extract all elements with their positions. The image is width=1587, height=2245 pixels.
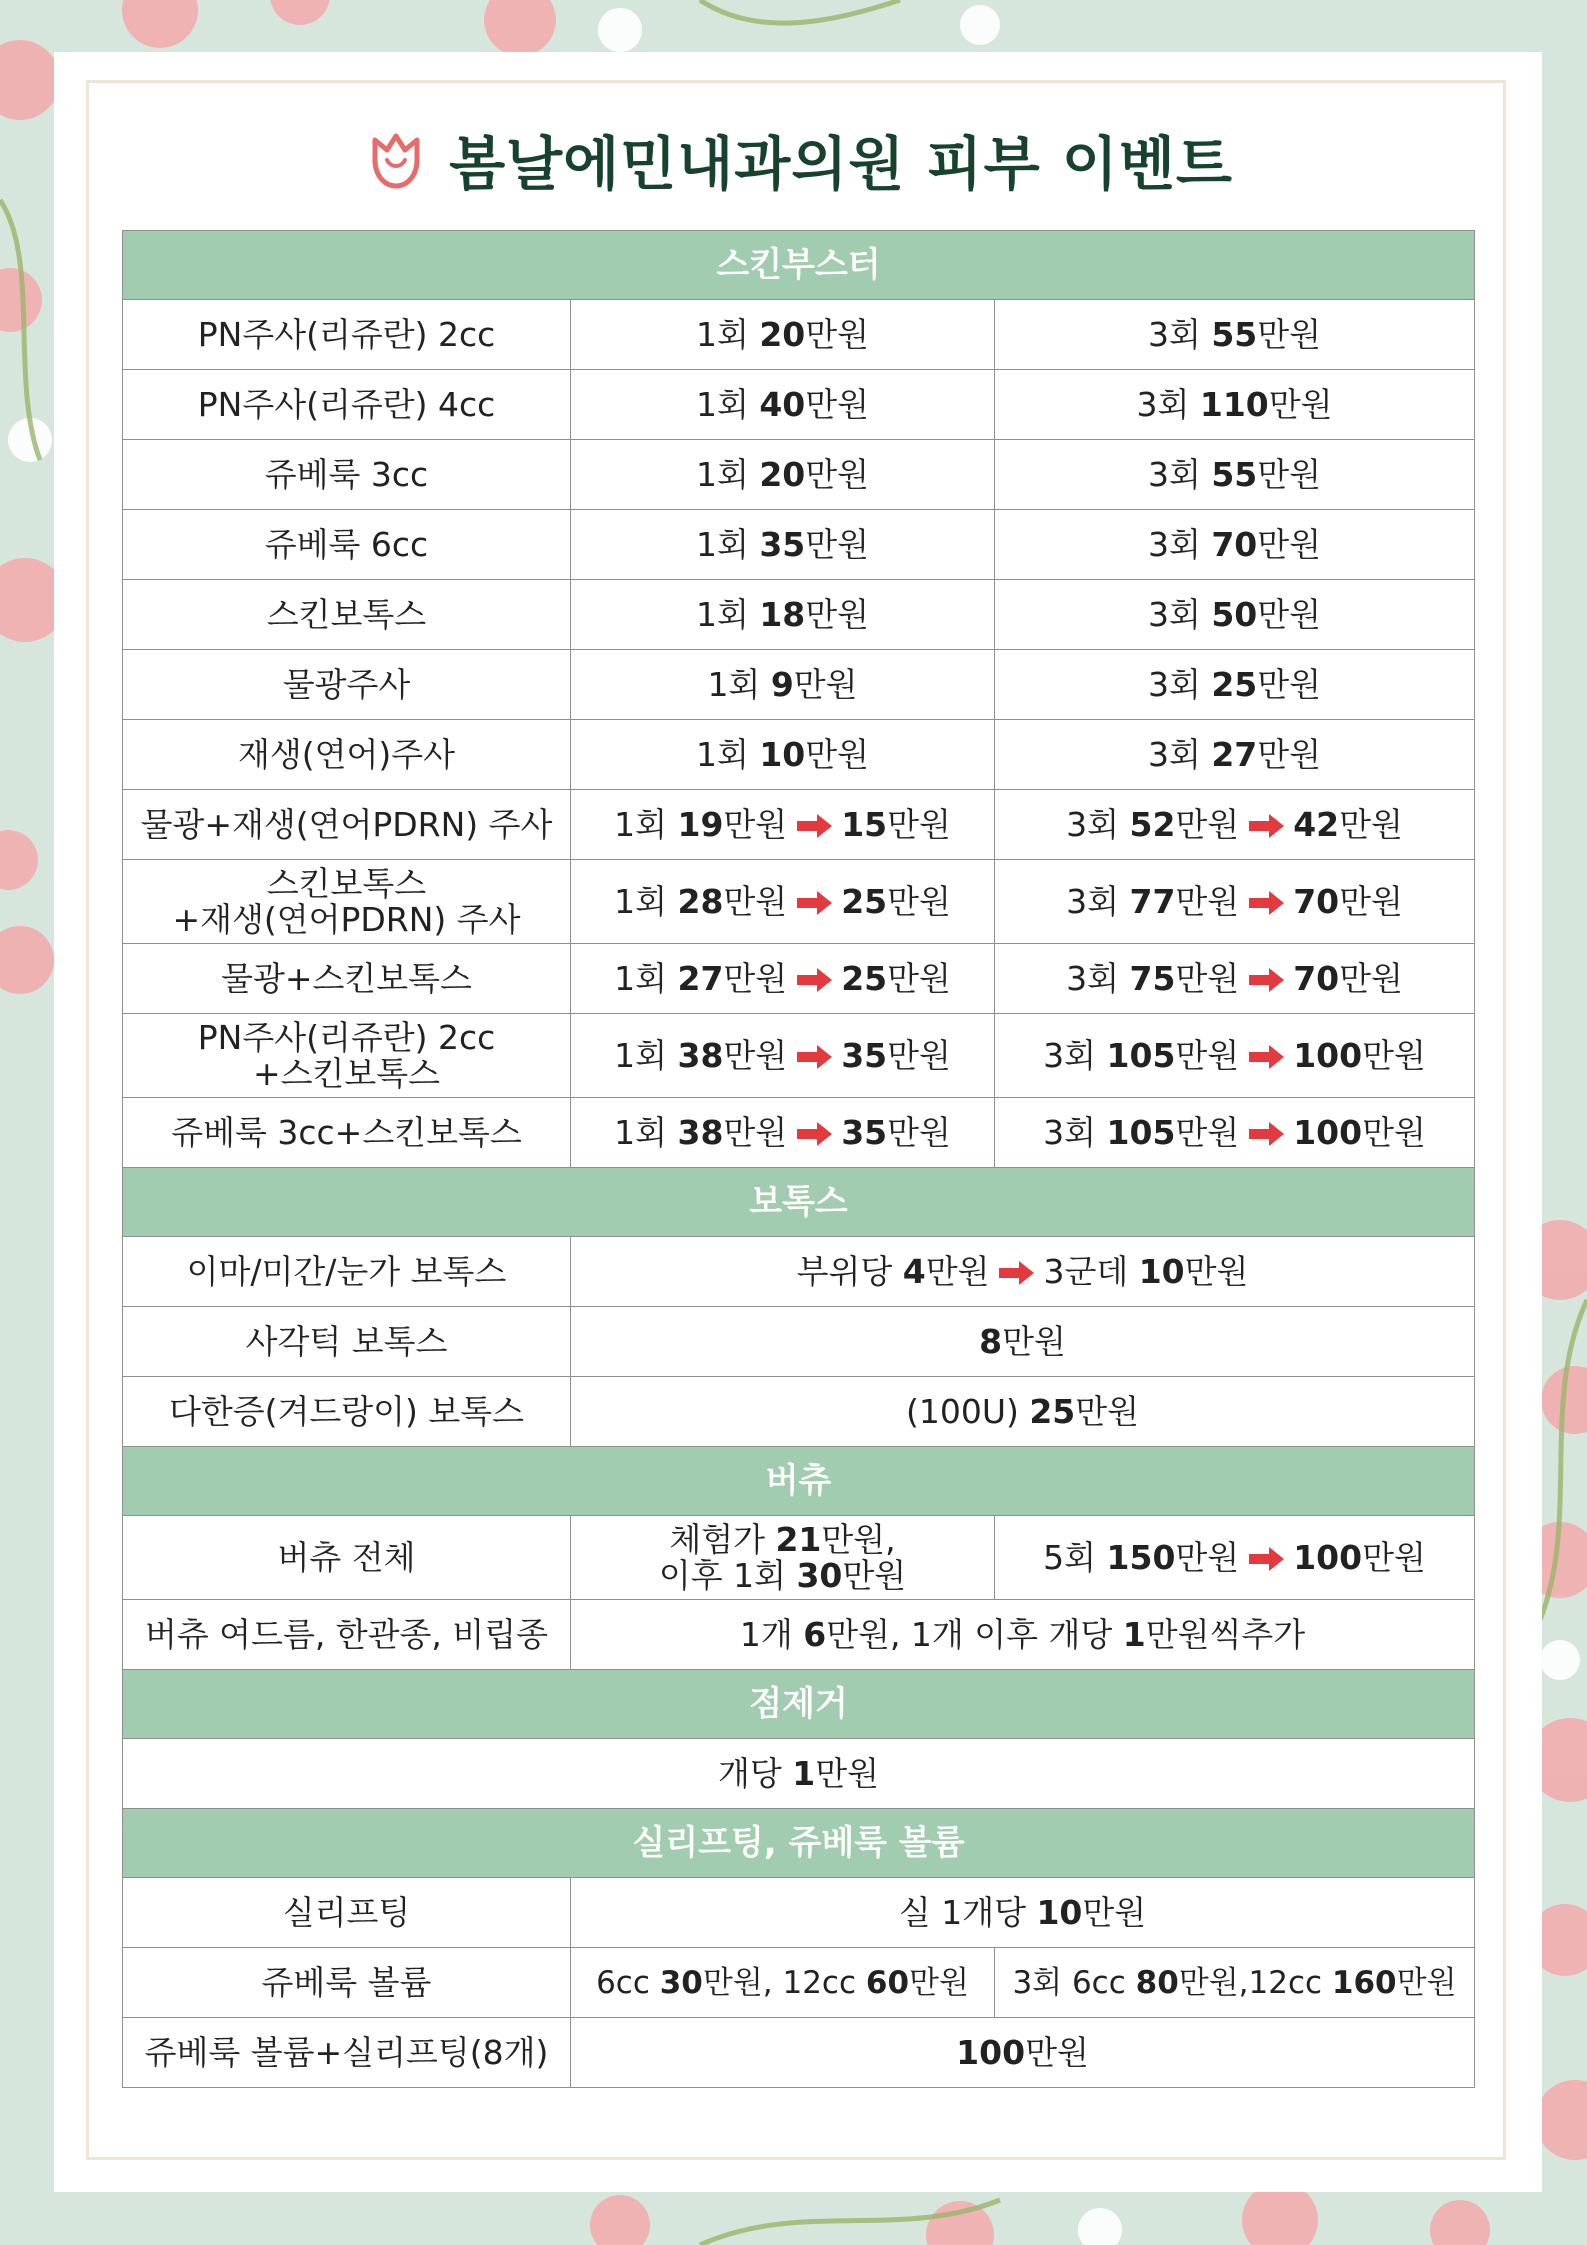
price-value: 60 [865, 1964, 910, 2001]
table-row [123, 1600, 1475, 1670]
price-unit: 만원 [805, 384, 870, 424]
price-cell [571, 1014, 995, 1098]
price-unit: 만원 [1257, 314, 1322, 354]
price-unit: 만원,12cc [1178, 1964, 1332, 2001]
price-cell [571, 1098, 995, 1168]
price-unit: 만원 [723, 804, 788, 844]
item-name-text: 쥬베룩 볼륨+실리프팅(8개) [144, 2032, 549, 2072]
price-value: 10 [1036, 1892, 1083, 1932]
price-cell [571, 370, 995, 440]
session-count: 1회 [695, 384, 760, 424]
item-name [123, 1014, 571, 1098]
price-unit: 만원 [805, 594, 870, 634]
price-unit: 만원 [793, 664, 858, 704]
price-cell [571, 1377, 1475, 1447]
price-cell [571, 1878, 1475, 1948]
item-name-line: +스킨보톡스 [252, 1053, 441, 1093]
item-name-text: 버츄 여드름, 한관종, 비립종 [144, 1614, 549, 1654]
price-cell [995, 1098, 1475, 1168]
price-value: 10 [759, 734, 806, 774]
price-value: 6 [803, 1614, 827, 1654]
price-unit: 만원 [1339, 804, 1403, 844]
item-name [123, 2018, 571, 2088]
price-cell [571, 1600, 1475, 1670]
red-arrow-icon [1247, 1121, 1285, 1147]
sale-price-value: 35 [841, 1112, 888, 1152]
price-unit: 만원 [887, 958, 951, 998]
original-price-value: 150 [1106, 1537, 1176, 1577]
price-unit: 만원 [723, 1112, 788, 1152]
price-value: 50 [1211, 594, 1258, 634]
price-unit: 만원 [1362, 1035, 1426, 1075]
price-unit: 만원 [723, 1035, 788, 1075]
section-title: 점제거 [123, 1670, 1475, 1739]
price-value: 30 [796, 1555, 843, 1595]
price-label: 3군데 [1043, 1251, 1139, 1291]
price-cell [995, 720, 1475, 790]
session-count: 1회 [695, 734, 760, 774]
price-unit: 만원 [1339, 881, 1403, 921]
original-price-value: 75 [1129, 958, 1176, 998]
price-card [54, 52, 1542, 2192]
sale-price-value: 100 [1293, 1035, 1363, 1075]
item-name [123, 1516, 571, 1600]
session-count: 3회 [1147, 524, 1212, 564]
price-unit: 만원, 1개 이후 개당 [826, 1614, 1123, 1654]
table-row [123, 790, 1475, 860]
price-cell [571, 1307, 1475, 1377]
red-arrow-icon [795, 890, 833, 916]
price-cell [995, 790, 1475, 860]
session-count: 1회 [695, 454, 760, 494]
price-cell [571, 650, 995, 720]
red-arrow-icon [795, 1121, 833, 1147]
price-label: 체험가 [669, 1519, 776, 1559]
session-count: 1회 [695, 524, 760, 564]
sale-price-value: 25 [841, 881, 888, 921]
price-unit: 만원 [805, 734, 870, 774]
table-row [123, 440, 1475, 510]
price-unit: 만원 [723, 958, 788, 998]
table-row [123, 1377, 1475, 1447]
page-title: 봄날에민내과의원 피부 이벤트 [449, 130, 1233, 198]
section-header [123, 1447, 1475, 1516]
sale-price-value: 100 [1293, 1112, 1363, 1152]
price-label: 부위당 [796, 1251, 903, 1291]
price-cell [995, 370, 1475, 440]
price-unit: 만원 [842, 1555, 907, 1595]
table-row [123, 300, 1475, 370]
price-unit: 만원 [1025, 2032, 1089, 2072]
price-unit: 만원 [1082, 1892, 1147, 1932]
table-row [123, 1516, 1475, 1600]
red-arrow-icon [795, 967, 833, 993]
session-count: 3회 [1066, 958, 1130, 998]
red-arrow-icon [1247, 1044, 1285, 1070]
price-unit: 만원 [1002, 1321, 1066, 1361]
price-unit: 만원 [1268, 384, 1333, 424]
price-cell [995, 440, 1475, 510]
price-value: 18 [759, 594, 806, 634]
price-unit: 만원 [805, 314, 870, 354]
price-value: 25 [1211, 664, 1258, 704]
item-name-text: PN주사(리쥬란) 4cc [197, 384, 496, 424]
session-count: 3회 [1066, 804, 1130, 844]
session-count: 1회 [695, 314, 760, 354]
price-cell [123, 1739, 1475, 1809]
item-name-line: +재생(연어PDRN) 주사 [172, 899, 521, 939]
price-table [122, 230, 1475, 2088]
item-name-text: 이마/미간/눈가 보톡스 [186, 1251, 507, 1291]
original-price-value: 105 [1106, 1035, 1176, 1075]
red-arrow-icon [795, 813, 833, 839]
session-count: 1회 [614, 881, 678, 921]
session-count: 1회 [614, 804, 678, 844]
table-row [123, 720, 1475, 790]
item-name [123, 1878, 571, 1948]
price-value: 20 [759, 314, 806, 354]
item-name-text: 버츄 전체 [277, 1537, 416, 1577]
original-price-value: 38 [677, 1112, 724, 1152]
price-cell [571, 860, 995, 944]
item-name-text: 쥬베룩 6cc [264, 524, 429, 564]
price-cell [995, 510, 1475, 580]
price-value: 1 [792, 1753, 816, 1793]
price-cell [995, 300, 1475, 370]
price-unit: 만원 [815, 1753, 879, 1793]
table-row [123, 1237, 1475, 1307]
price-unit: 만원 [1257, 594, 1322, 634]
price-value: 10 [1138, 1251, 1185, 1291]
price-unit: 만원 [925, 1251, 990, 1291]
item-name [123, 1098, 571, 1168]
red-arrow-icon [1247, 813, 1285, 839]
section-header [123, 1670, 1475, 1739]
price-unit: 만원 [887, 1112, 951, 1152]
price-unit: 만원, 12cc [702, 1964, 866, 2001]
section-title: 보톡스 [123, 1168, 1475, 1237]
table-row [123, 1878, 1475, 1948]
header [54, 114, 1542, 204]
price-cell [571, 580, 995, 650]
price-value: 21 [775, 1519, 822, 1559]
sale-price-value: 15 [841, 804, 888, 844]
item-name-text: 스킨보톡스 [266, 594, 427, 634]
red-arrow-icon [1247, 890, 1285, 916]
price-value: 100 [956, 2032, 1026, 2072]
section-title: 실리프팅, 쥬베룩 볼륨 [123, 1809, 1475, 1878]
sale-price-value: 70 [1293, 958, 1340, 998]
item-name [123, 1377, 571, 1447]
item-name-line: PN주사(리쥬란) 2cc [197, 1017, 496, 1057]
original-price-value: 19 [677, 804, 724, 844]
price-unit: 만원 [1257, 734, 1322, 774]
price-value: 35 [759, 524, 806, 564]
red-arrow-icon [795, 1044, 833, 1070]
session-count: 3회 [1147, 314, 1212, 354]
original-price-value: 38 [677, 1035, 724, 1075]
price-value: 20 [759, 454, 806, 494]
section-title: 버츄 [123, 1447, 1475, 1516]
item-name-text: 쥬베룩 3cc+스킨보톡스 [171, 1112, 522, 1152]
price-unit: 만원 [1075, 1391, 1140, 1431]
section-header [123, 231, 1475, 300]
price-unit: 만원 [1396, 1964, 1457, 2001]
item-name [123, 720, 571, 790]
price-unit: 만원 [1175, 881, 1240, 921]
price-unit: 만원 [723, 881, 788, 921]
session-count: 3회 [1043, 1112, 1107, 1152]
item-name-text: 쥬베룩 3cc [264, 454, 429, 494]
price-cell [571, 720, 995, 790]
table-row [123, 1307, 1475, 1377]
price-value: 40 [759, 384, 806, 424]
price-cell [995, 1948, 1475, 2018]
item-name-text: 사각턱 보톡스 [245, 1321, 448, 1361]
item-name [123, 510, 571, 580]
price-value: 25 [1029, 1391, 1076, 1431]
table-row [123, 2018, 1475, 2088]
section-header [123, 1809, 1475, 1878]
price-label: 3회 6cc [1012, 1964, 1136, 2001]
item-name-text: 물광주사 [282, 664, 411, 704]
price-cell [571, 440, 995, 510]
table-row [123, 944, 1475, 1014]
session-count: 3회 [1147, 664, 1212, 704]
item-name-text: 재생(연어)주사 [237, 734, 456, 774]
price-unit: 만원 [1175, 1537, 1240, 1577]
price-unit: 만원 [1257, 664, 1322, 704]
price-unit: 만원 [1362, 1537, 1426, 1577]
price-unit: 만원 [1175, 1035, 1240, 1075]
item-name [123, 790, 571, 860]
item-name-text: 물광+재생(연어PDRN) 주사 [140, 804, 553, 844]
price-cell [571, 1237, 1475, 1307]
price-cell [571, 300, 995, 370]
session-count: 1회 [614, 958, 678, 998]
price-value: 8 [979, 1321, 1003, 1361]
red-arrow-icon [1247, 1546, 1285, 1572]
item-name-text: 실리프팅 [282, 1892, 411, 1932]
price-cell [571, 510, 995, 580]
price-cell [995, 1014, 1475, 1098]
item-name-line: 스킨보톡스 [266, 863, 427, 903]
table-row [123, 580, 1475, 650]
red-arrow-icon [997, 1260, 1035, 1286]
item-name [123, 1600, 571, 1670]
table-row [123, 860, 1475, 944]
price-value: 9 [770, 664, 794, 704]
item-name [123, 1307, 571, 1377]
price-value: 4 [902, 1251, 926, 1291]
price-label: 개당 [718, 1753, 793, 1793]
session-count: 3회 [1136, 384, 1200, 424]
item-name [123, 944, 571, 1014]
price-cell [571, 944, 995, 1014]
table-row [123, 1098, 1475, 1168]
session-count: 3회 [1043, 1035, 1107, 1075]
session-count: 1회 [695, 594, 760, 634]
price-unit: 만원 [805, 524, 870, 564]
price-unit: 만원 [1184, 1251, 1249, 1291]
table-row [123, 650, 1475, 720]
price-value: 55 [1211, 454, 1258, 494]
price-value: 160 [1331, 1964, 1397, 2001]
price-unit: 만원 [1257, 454, 1322, 494]
table-row [123, 510, 1475, 580]
table-row [123, 1014, 1475, 1098]
price-cell [571, 790, 995, 860]
price-unit: 만원 [887, 1035, 951, 1075]
sale-price-value: 100 [1293, 1537, 1363, 1577]
session-count: 3회 [1147, 594, 1212, 634]
price-label: (100U) [905, 1391, 1030, 1431]
sale-price-value: 42 [1293, 804, 1340, 844]
price-cell [995, 860, 1475, 944]
table-row [123, 1739, 1475, 1809]
price-unit: 만원 [1339, 958, 1403, 998]
price-value: 80 [1135, 1964, 1179, 2001]
sale-price-value: 70 [1293, 881, 1340, 921]
item-name [123, 580, 571, 650]
price-cell [995, 580, 1475, 650]
section-title: 스킨부스터 [123, 231, 1475, 300]
original-price-value: 105 [1106, 1112, 1176, 1152]
price-label: 6cc [596, 1964, 660, 2001]
price-unit: 만원 [1175, 958, 1240, 998]
item-name [123, 370, 571, 440]
item-name-text: 물광+스킨보톡스 [221, 958, 472, 998]
item-name-text: 다한증(겨드랑이) 보톡스 [168, 1391, 525, 1431]
price-value: 27 [1211, 734, 1258, 774]
price-value: 1 [1122, 1614, 1146, 1654]
price-cell [571, 1516, 995, 1600]
price-unit: 만원 [909, 1964, 969, 2001]
price-value: 110 [1199, 384, 1269, 424]
original-price-value: 52 [1129, 804, 1176, 844]
price-unit: 만원 [1362, 1112, 1426, 1152]
item-name [123, 300, 571, 370]
session-count: 5회 [1043, 1537, 1107, 1577]
price-cell [995, 944, 1475, 1014]
price-label: 실 1개당 [898, 1892, 1037, 1932]
table-row [123, 370, 1475, 440]
price-label: 1개 [739, 1614, 804, 1654]
item-name-text: PN주사(리쥬란) 2cc [197, 314, 496, 354]
price-value: 70 [1211, 524, 1258, 564]
session-count: 1회 [707, 664, 771, 704]
price-label: 이후 1회 [658, 1555, 797, 1595]
price-unit: 만원 [1175, 804, 1240, 844]
session-count: 3회 [1147, 734, 1212, 774]
price-unit: 만원씩추가 [1145, 1614, 1306, 1654]
price-unit: 만원, [821, 1519, 896, 1559]
item-name [123, 440, 571, 510]
price-cell [571, 1948, 995, 2018]
table-row [123, 1948, 1475, 2018]
price-unit: 만원 [887, 804, 951, 844]
item-name [123, 650, 571, 720]
item-name [123, 1237, 571, 1307]
item-name-text: 쥬베룩 볼륨 [261, 1962, 432, 2002]
item-name [123, 860, 571, 944]
price-cell [995, 1516, 1475, 1600]
price-cell [571, 2018, 1475, 2088]
original-price-value: 27 [677, 958, 724, 998]
session-count: 1회 [614, 1112, 678, 1152]
price-value: 30 [659, 1964, 703, 2001]
price-unit: 만원 [805, 454, 870, 494]
red-arrow-icon [1247, 967, 1285, 993]
original-price-value: 77 [1129, 881, 1176, 921]
price-value: 55 [1211, 314, 1258, 354]
session-count: 3회 [1066, 881, 1130, 921]
price-unit: 만원 [1175, 1112, 1240, 1152]
sale-price-value: 25 [841, 958, 888, 998]
original-price-value: 28 [677, 881, 724, 921]
tulip-icon [363, 126, 429, 192]
session-count: 1회 [614, 1035, 678, 1075]
session-count: 3회 [1147, 454, 1212, 494]
price-unit: 만원 [1257, 524, 1322, 564]
price-cell [995, 650, 1475, 720]
sale-price-value: 35 [841, 1035, 888, 1075]
section-header [123, 1168, 1475, 1237]
item-name [123, 1948, 571, 2018]
price-unit: 만원 [887, 881, 951, 921]
